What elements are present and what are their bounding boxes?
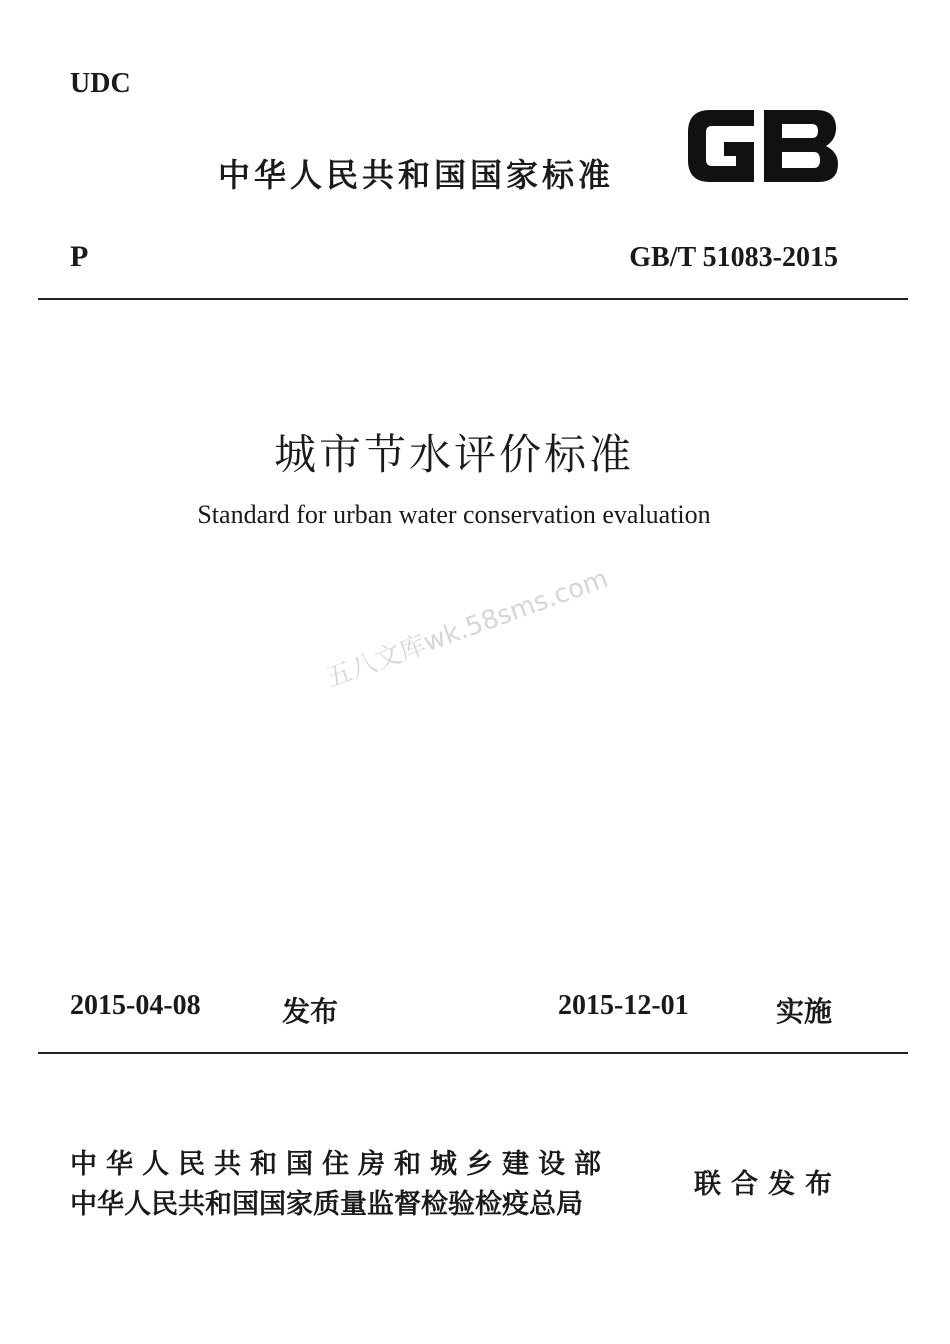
issue-label: 发布 [282, 995, 339, 1028]
title-english: Standard for urban water conservation evaluation [197, 500, 711, 529]
title-chinese: 城市节水评价标准 [273, 430, 634, 479]
footer-divider [38, 1052, 908, 1054]
gb-logo-g [688, 110, 754, 182]
issue-date: 2015-04-08 [70, 990, 201, 1021]
udc-label: UDC [70, 68, 131, 99]
watermark: 五八文库wk.58sms.com [322, 563, 613, 694]
national-standard-heading: 中华人民共和国国家标准 [218, 156, 615, 194]
implement-label: 实施 [776, 995, 833, 1028]
publisher-ministry-housing: 中华人民共和国住房和城乡建设部 [70, 1149, 610, 1180]
header-divider [38, 298, 908, 300]
category-code: P [70, 240, 89, 273]
gb-logo-b [764, 110, 838, 182]
gb-logo [684, 102, 842, 190]
implement-date: 2015-12-01 [558, 990, 689, 1021]
joint-issue-label: 联合发布 [694, 1169, 842, 1200]
publisher-aqsiq: 中华人民共和国国家质量监督检验检疫总局 [70, 1189, 583, 1220]
standard-number: GB/T 51083-2015 [629, 242, 838, 273]
